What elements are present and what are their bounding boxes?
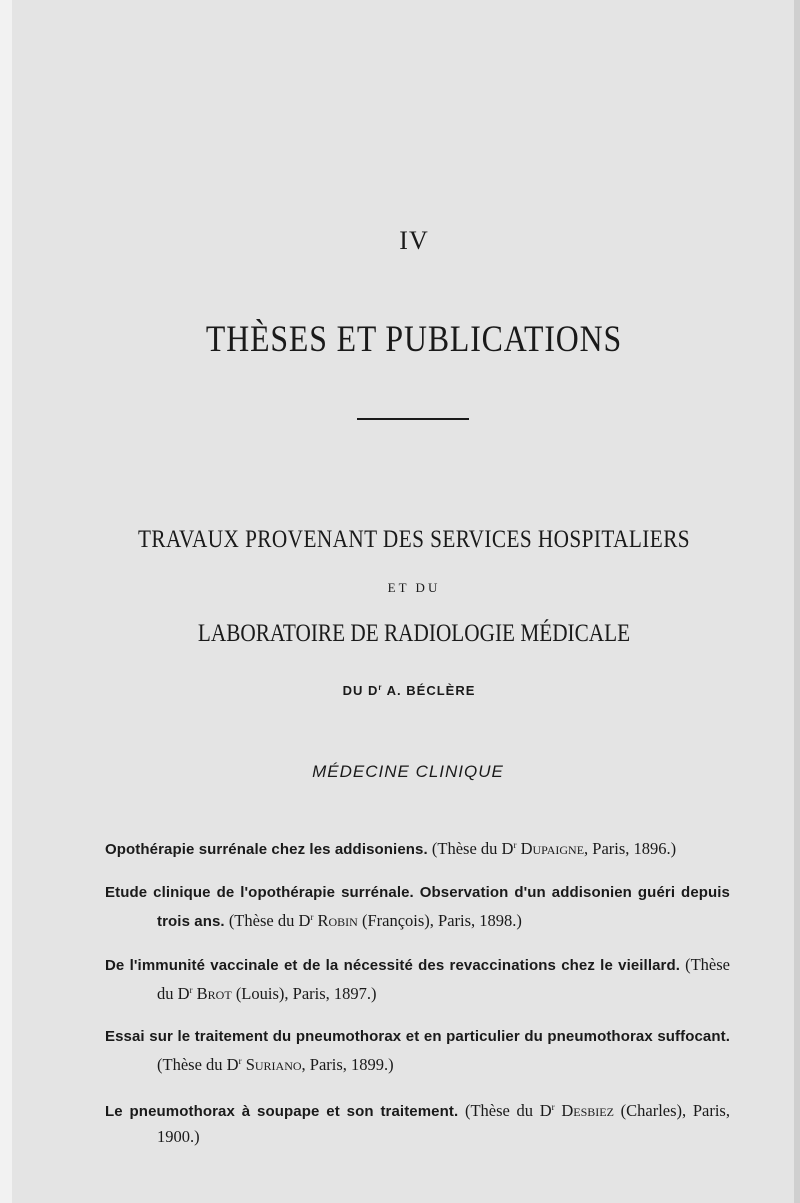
byline-name: A. BÉCLÈRE: [382, 683, 476, 698]
citation-author: Desbiez: [554, 1100, 614, 1120]
citation-prefix: (Thèse du D: [427, 838, 514, 858]
citation-suffix: , Paris, 1899.): [301, 1055, 394, 1074]
page-edge-left: [0, 0, 12, 1203]
publication-entry: [105, 879, 730, 934]
page-edge-right: [794, 0, 800, 1203]
citation-superscript: r: [189, 984, 193, 995]
heading-line-1: TRAVAUX PROVENANT DES SERVICES HOSPITALIERS: [137, 526, 691, 553]
entry-title: Essai sur le traitement du pneumothorax et en particulier du pneumothorax suffocant.: [105, 1028, 730, 1045]
entry-title: Opothérapie surrénale chez les addisoniens.: [105, 840, 428, 858]
citation-suffix: (Louis), Paris, 1897.): [231, 983, 377, 1003]
publication-entry: [105, 1095, 730, 1149]
category-heading: MÉDECINE CLINIQUE: [312, 762, 504, 781]
citation-suffix: , Paris, 1896.): [584, 838, 677, 858]
publication-entry: [105, 952, 730, 1006]
entry-title: Etude clinique de l'opothérapie surrénale. Observation d'un addisonien guéri depuis trois ans.: [105, 884, 730, 930]
section-number: IV: [399, 226, 429, 255]
entry-citation: [157, 1055, 394, 1074]
citation-prefix: (Thèse du D: [224, 911, 311, 930]
citation-superscript: r: [551, 1101, 555, 1112]
section-title: THÈSES ET PUBLICATIONS: [205, 319, 623, 360]
citation-author: Robin: [313, 911, 358, 930]
citation-author: Dupaigne: [516, 838, 585, 858]
title-divider: [357, 418, 469, 420]
publication-list: [105, 815, 730, 1159]
citation-suffix: (François), Paris, 1898.): [357, 911, 522, 930]
citation-prefix: (Thèse du D: [157, 1055, 239, 1074]
entry-citation: [225, 911, 522, 930]
entry-title: De l'immunité vaccinale et de la nécessité des revaccinations chez le vieillard.: [105, 956, 680, 974]
citation-superscript: r: [238, 1056, 242, 1066]
citation-superscript: r: [513, 839, 517, 850]
publication-entry: [105, 833, 730, 862]
citation-suffix: (Charles), Paris, 1900.): [157, 1100, 730, 1146]
byline: [0, 683, 800, 698]
publication-entry: [105, 1023, 730, 1077]
citation-author: Brot: [192, 983, 232, 1003]
citation-superscript: r: [310, 912, 314, 922]
entry-title: Le pneumothorax à soupape et son traitement.: [105, 1102, 459, 1120]
heading-line-2: ET DU: [387, 580, 441, 595]
heading-line-3: LABORATOIRE DE RADIOLOGIE MÉDICALE: [197, 620, 631, 647]
byline-prefix: DU D: [342, 683, 379, 698]
byline-superscript: r: [378, 683, 383, 692]
citation-prefix: (Thèse du D: [157, 954, 730, 1003]
citation-prefix: (Thèse du D: [458, 1100, 552, 1120]
entry-citation: [428, 839, 676, 858]
citation-author: Suriano: [241, 1055, 302, 1074]
